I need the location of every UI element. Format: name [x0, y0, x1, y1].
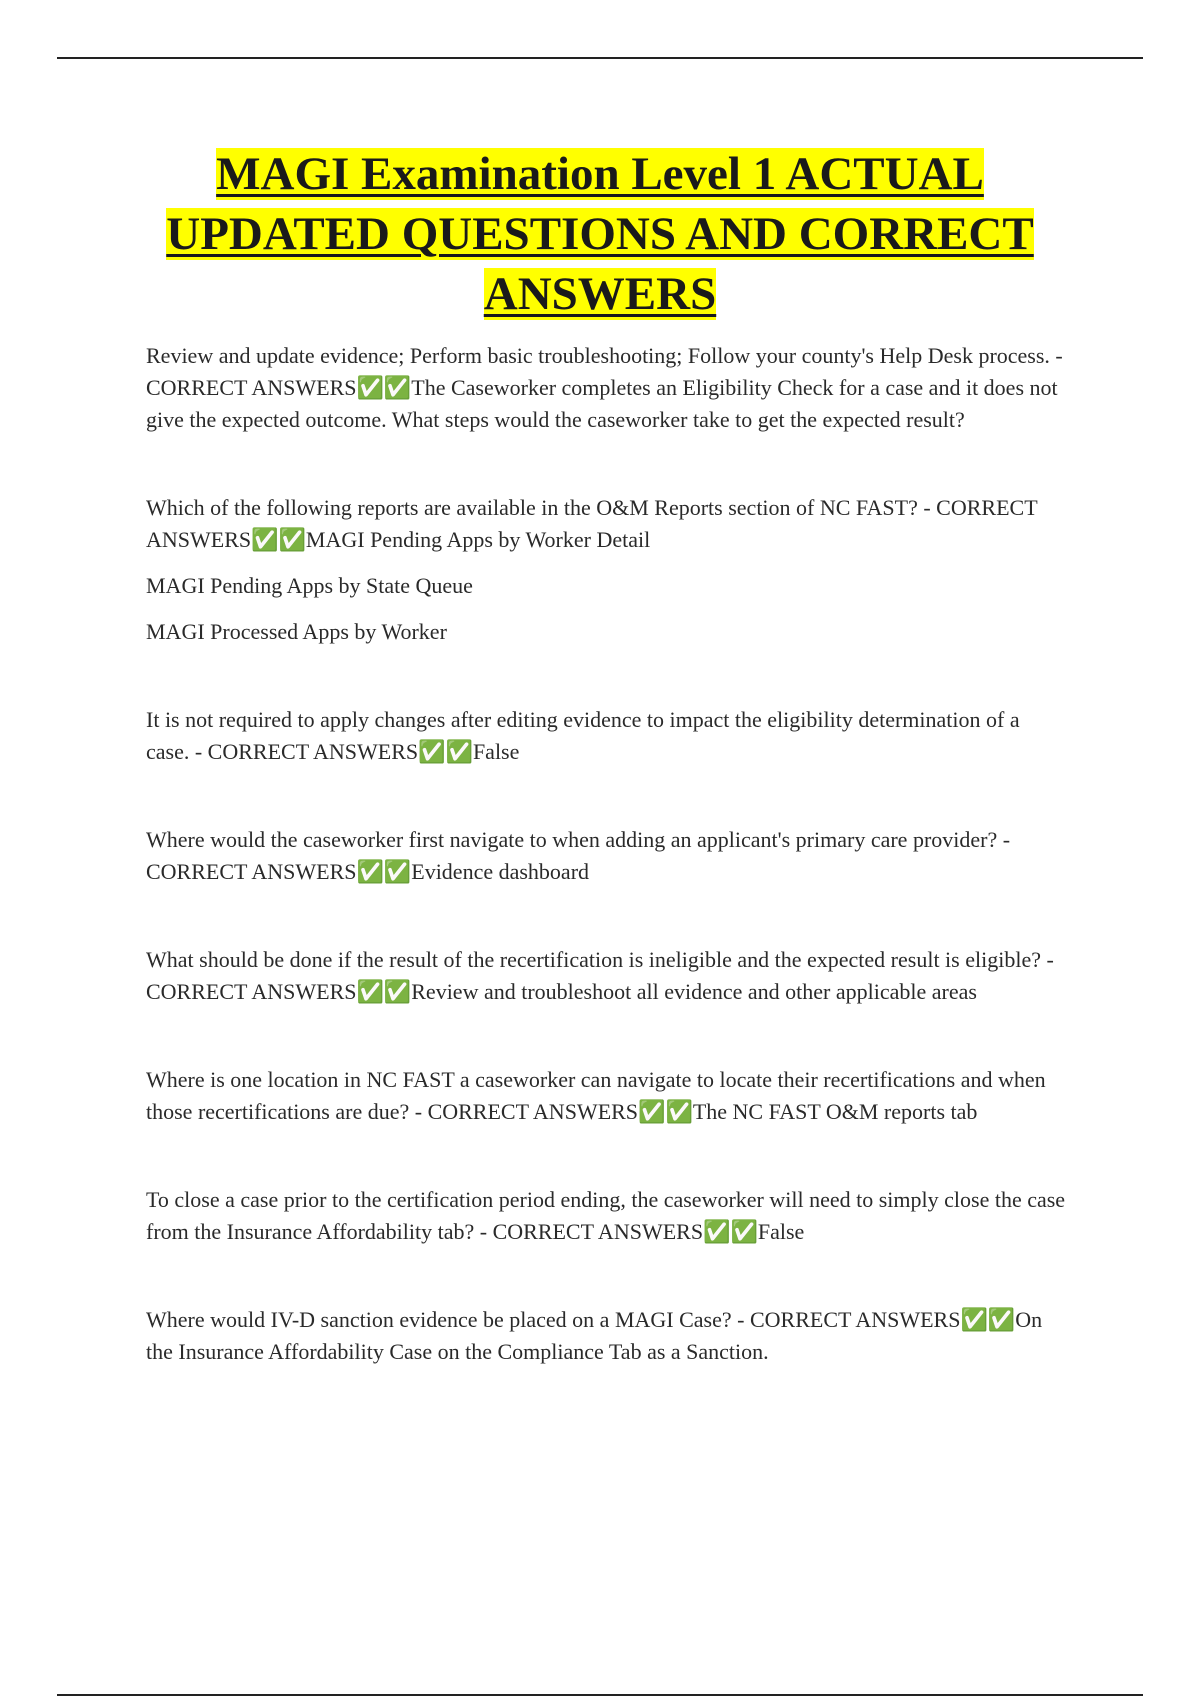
qa-item: What should be done if the result of the recertification is ineligible and the expected result is eligible? - CORRECT ANSWERS✅✅Review and troubleshoot all evidence and other applicable areas	[146, 947, 1054, 1004]
document-title	[100, 144, 1100, 324]
document-body	[146, 340, 1066, 1368]
qa-item: Review and update evidence; Perform basic troubleshooting; Follow your county's Help Desk process. - CORRECT ANSWERS✅✅The Caseworker completes an Eligibility Check for a case and it does not give the expected outcome. What steps would the caseworker take to get the expected result?	[146, 343, 1063, 432]
qa-item: Where is one location in NC FAST a caseworker can navigate to locate their recertifications and when those recertifications are due? - CORRECT ANSWERS✅✅The NC FAST O&M reports tab	[146, 1067, 1046, 1124]
qa-item: To close a case prior to the certification period ending, the caseworker will need to simply close the case from the Insurance Affordability tab? - CORRECT ANSWERS✅✅False	[146, 1187, 1066, 1244]
qa-item: Where would IV-D sanction evidence be placed on a MAGI Case? - CORRECT ANSWERS✅✅On the Insurance Affordability Case on the Compliance Tab as a Sanction.	[146, 1307, 1043, 1364]
qa-item: It is not required to apply changes after editing evidence to impact the eligibility determination of a case. - CORRECT ANSWERS✅✅False	[146, 707, 1020, 764]
footer-rule	[57, 1694, 1143, 1696]
qa-item: Which of the following reports are available in the O&M Reports section of NC FAST? - CORRECT ANSWERS✅✅MAGI Pending Apps by Worker Detail	[146, 495, 1038, 552]
header-rule	[57, 57, 1143, 59]
qa-item: Where would the caseworker first navigate to when adding an applicant's primary care provider? - CORRECT ANSWERS✅✅Evidence dashboard	[146, 827, 1011, 884]
document-title-text: MAGI Examination Level 1 ACTUAL UPDATED QUESTIONS AND CORRECT ANSWERS	[166, 148, 1034, 320]
answer-continuation: MAGI Pending Apps by State Queue	[146, 573, 473, 598]
answer-continuation: MAGI Processed Apps by Worker	[146, 619, 447, 644]
